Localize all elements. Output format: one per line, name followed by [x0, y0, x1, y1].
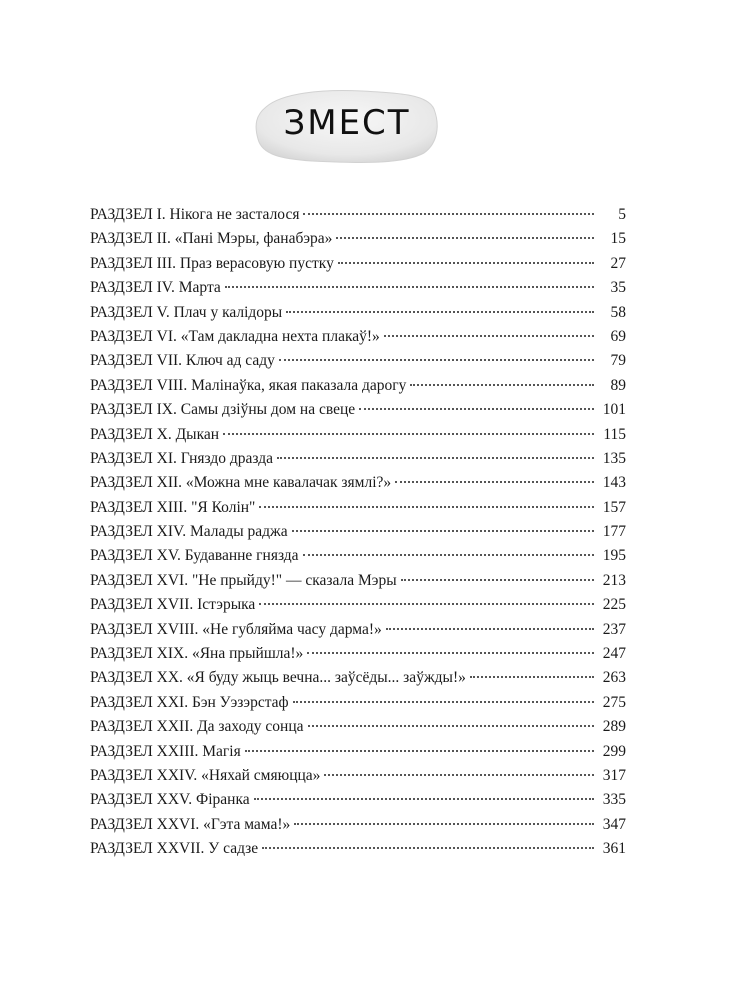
toc-entry-title: РАЗДЗЕЛ XX. «Я буду жыць вечна... заўсёды... заўжды!»	[90, 669, 466, 687]
toc-entry-page: 157	[602, 498, 626, 516]
dot-leader	[338, 261, 594, 264]
toc-entry	[90, 666, 626, 690]
toc-entry-page: 289	[602, 718, 626, 736]
toc-entry	[90, 447, 626, 471]
dot-leader	[223, 432, 594, 435]
toc-entry	[90, 715, 626, 739]
toc-entry-title: РАЗДЗЕЛ XXVII. У садзе	[90, 840, 259, 858]
toc-entry-title: РАЗДЗЕЛ XIII. "Я Колін"	[90, 498, 256, 516]
toc-entry-title: РАЗДЗЕЛ X. Дыкан	[90, 425, 220, 443]
toc-entry-page: 27	[610, 254, 626, 272]
toc-entry-title: РАЗДЗЕЛ V. Плач у калідоры	[90, 303, 283, 321]
table-of-contents	[90, 203, 626, 862]
dot-leader	[470, 675, 594, 678]
toc-entry-page: 15	[610, 230, 626, 248]
dot-leader	[259, 602, 594, 605]
toc-entry	[90, 788, 626, 812]
toc-entry-title: РАЗДЗЕЛ XXV. Фіранка	[90, 791, 250, 809]
toc-entry-page: 79	[610, 352, 626, 370]
toc-entry-title: РАЗДЗЕЛ IX. Самы дзіўны дом на свеце	[90, 401, 356, 419]
toc-entry-title: РАЗДЗЕЛ XXIV. «Няхай смяюцца»	[90, 766, 321, 784]
toc-entry-page: 213	[602, 571, 626, 589]
toc-entry-title: РАЗДЗЕЛ VII. Ключ ад саду	[90, 352, 275, 370]
toc-entry	[90, 349, 626, 373]
dot-leader	[386, 627, 594, 630]
toc-entry-title: РАЗДЗЕЛ VI. «Там дакладна нехта плакаў!»	[90, 327, 380, 345]
toc-entry	[90, 593, 626, 617]
dot-leader	[259, 505, 594, 508]
toc-entry-page: 275	[602, 693, 626, 711]
dot-leader	[277, 456, 594, 459]
toc-entry	[90, 423, 626, 447]
dot-leader	[336, 236, 594, 239]
dot-leader	[294, 822, 594, 825]
toc-entry	[90, 203, 626, 227]
toc-entry-page: 177	[602, 523, 626, 541]
toc-entry-title: РАЗДЗЕЛ XXIII. Магія	[90, 742, 241, 760]
toc-entry	[90, 764, 626, 788]
dot-leader	[308, 724, 594, 727]
toc-entry-page: 135	[602, 449, 626, 467]
toc-entry	[90, 740, 626, 764]
toc-entry-title: РАЗДЗЕЛ XII. «Можна мне кавалачак зямлі?»	[90, 474, 392, 492]
toc-entry-page: 143	[602, 474, 626, 492]
toc-entry-title: РАЗДЗЕЛ III. Праз верасовую пустку	[90, 254, 334, 272]
toc-entry-title: РАЗДЗЕЛ I. Нікога не засталося	[90, 206, 300, 223]
toc-entry	[90, 496, 626, 520]
toc-entry-title: РАЗДЗЕЛ XXVI. «Гэта мама!»	[90, 815, 291, 833]
dot-leader	[410, 383, 594, 386]
dot-leader	[401, 578, 594, 581]
toc-entry-page: 247	[602, 645, 626, 663]
toc-entry-page: 5	[618, 206, 626, 223]
toc-entry	[90, 642, 626, 666]
toc-entry	[90, 227, 626, 251]
toc-entry	[90, 691, 626, 715]
toc-entry	[90, 544, 626, 568]
toc-entry-title: РАЗДЗЕЛ VIII. Малінаўка, якая паказала дарогу	[90, 376, 407, 394]
toc-entry	[90, 374, 626, 398]
dot-leader	[225, 285, 594, 288]
toc-entry	[90, 813, 626, 837]
dot-leader	[384, 334, 594, 337]
toc-entry-page: 335	[602, 791, 626, 809]
toc-entry	[90, 325, 626, 349]
toc-entry-title: РАЗДЗЕЛ XIV. Малады раджа	[90, 523, 288, 541]
toc-entry-page: 101	[602, 401, 626, 419]
toc-entry	[90, 837, 626, 861]
toc-entry-page: 263	[602, 669, 626, 687]
toc-entry-title: РАЗДЗЕЛ XV. Будаванне гнязда	[90, 547, 299, 565]
toc-entry-title: РАЗДЗЕЛ II. «Пані Мэры, фанабэра»	[90, 230, 333, 248]
dot-leader	[292, 529, 594, 532]
toc-entry-page: 58	[610, 303, 626, 321]
toc-entry-title: РАЗДЗЕЛ IV. Марта	[90, 279, 221, 297]
toc-entry-page: 195	[602, 547, 626, 565]
toc-entry-title: РАЗДЗЕЛ XVIII. «Не губляйма часу дарма!»	[90, 620, 382, 638]
dot-leader	[303, 212, 594, 215]
dot-leader	[303, 553, 594, 556]
toc-entry-page: 237	[602, 620, 626, 638]
toc-entry-page: 317	[602, 766, 626, 784]
dot-leader	[286, 310, 594, 313]
dot-leader	[254, 797, 594, 800]
toc-entry-page: 225	[602, 596, 626, 614]
toc-entry	[90, 398, 626, 422]
toc-entry	[90, 618, 626, 642]
toc-entry-title: РАЗДЗЕЛ XVI. "Не прыйду!" — сказала Мэры	[90, 571, 397, 589]
toc-entry-page: 89	[610, 376, 626, 394]
toc-entry	[90, 301, 626, 325]
toc-entry-page: 35	[610, 279, 626, 297]
toc-entry-title: РАЗДЗЕЛ XVII. Істэрыка	[90, 596, 256, 614]
toc-entry	[90, 520, 626, 544]
dot-leader	[395, 480, 594, 483]
title-plaque	[252, 85, 442, 167]
toc-entry	[90, 276, 626, 300]
toc-entry-page: 299	[602, 742, 626, 760]
toc-entry-title: РАЗДЗЕЛ XIX. «Яна прыйшла!»	[90, 645, 304, 663]
toc-entry	[90, 252, 626, 276]
dot-leader	[293, 700, 594, 703]
toc-entry-page: 69	[610, 327, 626, 345]
toc-entry-title: РАЗДЗЕЛ XXI. Бэн Уэзэрстаф	[90, 693, 289, 711]
dot-leader	[324, 773, 594, 776]
toc-entry-page: 115	[603, 425, 626, 443]
dot-leader	[307, 651, 594, 654]
toc-entry	[90, 471, 626, 495]
dot-leader	[359, 407, 594, 410]
dot-leader	[245, 749, 594, 752]
dot-leader	[279, 358, 594, 361]
dot-leader	[262, 846, 594, 849]
toc-entry-title: РАЗДЗЕЛ XXII. Да заходу сонца	[90, 718, 304, 736]
toc-entry-page: 347	[602, 815, 626, 833]
page-title: ЗМЕСТ	[283, 103, 411, 143]
toc-entry	[90, 569, 626, 593]
toc-entry-title: РАЗДЗЕЛ XI. Гняздо дразда	[90, 449, 274, 467]
toc-entry-page: 361	[602, 840, 626, 858]
